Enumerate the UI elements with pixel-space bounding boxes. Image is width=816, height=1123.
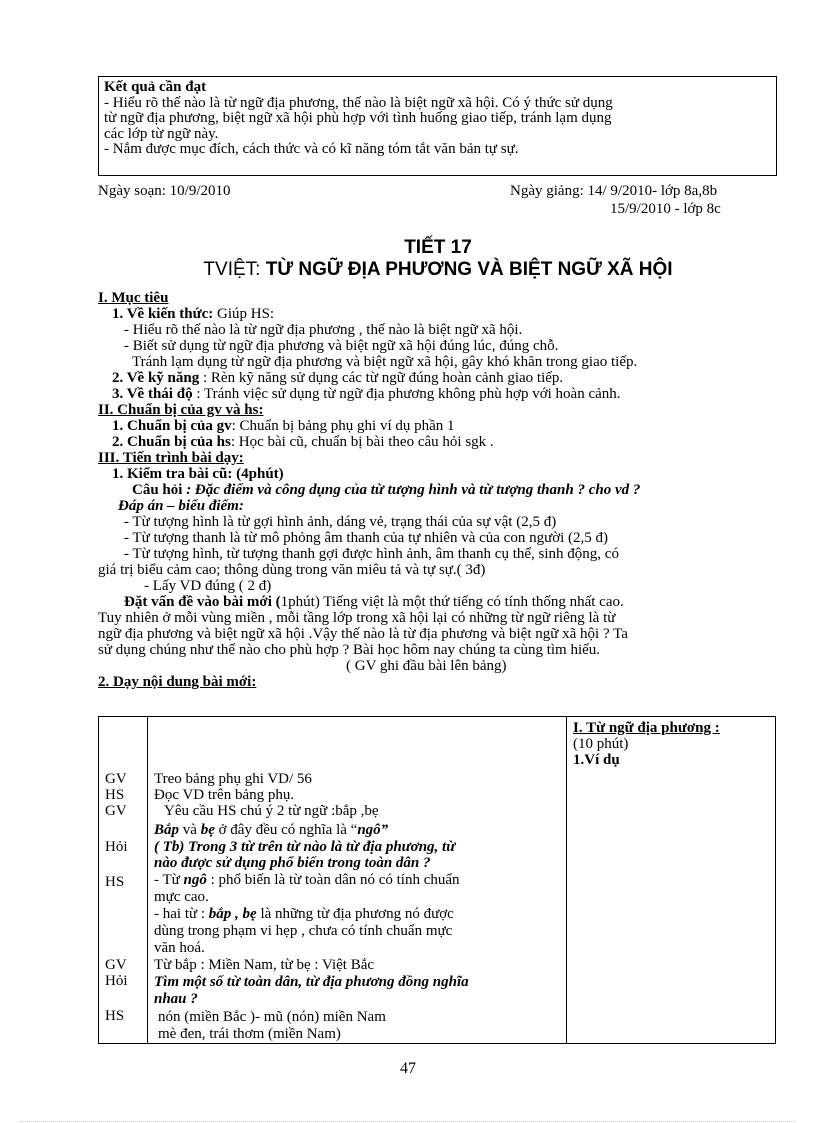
content-line: ( Tb) Trong 3 từ trên từ nào là từ địa phương, từ bbox=[154, 839, 456, 855]
content-line: Từ bắp : Miền Nam, từ bẹ : Việt Bắc bbox=[154, 957, 375, 973]
knowledge-item: - Hiểu rõ thế nào là từ ngữ địa phương , thế nào là biệt ngữ xã hội. bbox=[124, 322, 523, 338]
intro-text: sử dụng chúng như thế nào cho phù hợp ? Bài học hôm nay chúng ta cùng tìm hiểu. bbox=[98, 642, 601, 658]
outcome-line: từ ngữ địa phương, biệt ngữ xã hội phù hợp với tình huống giao tiếp, tránh lạm dụng bbox=[104, 110, 612, 126]
attitude-label: 3. Về thái độ bbox=[112, 386, 193, 402]
prep-date: Ngày soạn: 10/9/2010 bbox=[98, 183, 231, 199]
content-line: Đọc VD trên bảng phụ. bbox=[154, 787, 295, 803]
role-label: GV bbox=[105, 957, 127, 973]
page-bottom-rule bbox=[20, 1121, 796, 1122]
answer-label: Đáp án – biểu điểm: bbox=[118, 498, 244, 514]
section-heading: I. Mục tiêu bbox=[98, 290, 169, 306]
content-line: nhau ? bbox=[154, 991, 198, 1007]
page-number: 47 bbox=[400, 1060, 416, 1077]
outcome-line: các lớp từ ngữ này. bbox=[104, 125, 219, 142]
column-divider bbox=[566, 717, 567, 1043]
content-line: dùng trong phạm vi hẹp , chưa có tính chuẩn mực bbox=[154, 923, 453, 939]
section-heading: III. Tiến trình bài dạy: bbox=[98, 450, 244, 466]
role-label: GV bbox=[105, 771, 127, 787]
question-label: Câu hỏi bbox=[132, 482, 183, 498]
content-line: Bắp và bẹ ở đây đều có nghĩa là “ngô” bbox=[154, 822, 389, 838]
outcomes-title: Kết quả cần đạt bbox=[104, 79, 207, 95]
teacher-prep-text: : Chuẩn bị bảng phụ ghi ví dụ phần 1 bbox=[231, 418, 455, 434]
answer-item: - Từ tượng hình là từ gợi hình ảnh, dáng vẻ, trạng thái của sự vật (2,5 đ) bbox=[124, 514, 557, 530]
role-label: HS bbox=[105, 1008, 125, 1024]
notes-column bbox=[573, 720, 773, 768]
knowledge-item: Tránh lạm dụng từ ngữ địa phương và biệt ngữ xã hội, gây khó khăn trong giao tiếp. bbox=[132, 354, 638, 370]
lesson-activity-table bbox=[98, 716, 776, 1044]
notes-time: (10 phút) bbox=[573, 736, 629, 752]
content-line: nào được sử dụng phổ biến trong toàn dân ? bbox=[154, 855, 431, 871]
notes-example: 1.Ví dụ bbox=[573, 752, 620, 768]
column-divider bbox=[147, 717, 148, 1043]
content-line: văn hoá. bbox=[154, 940, 205, 956]
content-line: Tìm một số từ toàn dân, từ địa phương đồng nghĩa bbox=[154, 974, 469, 990]
answer-item: - Từ tượng hình, từ tượng thanh gợi được hình ảnh, âm thanh cụ thể, sinh động, có bbox=[124, 546, 619, 562]
notes-title: I. Từ ngữ địa phương : bbox=[573, 720, 720, 736]
lesson-subject: TVIỆT: bbox=[203, 259, 266, 280]
content-line: nón (miền Bắc )- mũ (nón) miền Nam bbox=[158, 1009, 386, 1025]
knowledge-item: - Biết sử dụng từ ngữ địa phương và biệt ngữ xã hội đúng lúc, đúng chỗ. bbox=[124, 338, 559, 354]
content-line: - hai từ : bắp , bẹ là những từ địa phương nó được bbox=[154, 906, 454, 922]
attitude-text: : Tránh việc sử dụng từ ngữ địa phương không phù hợp với hoàn cảnh. bbox=[192, 386, 621, 402]
skills-text: : Rèn kỹ năng sử dụng các từ ngữ đúng hoàn cảnh giao tiếp. bbox=[199, 370, 564, 386]
answer-item: - Từ tượng thanh là từ mô phỏng âm thanh của tự nhiên và của con người (2,5 đ) bbox=[124, 530, 609, 546]
knowledge-text: Giúp HS: bbox=[213, 306, 275, 322]
section-heading: 2. Dạy nội dung bài mới: bbox=[98, 674, 257, 690]
skills-label: 2. Về kỹ năng bbox=[112, 370, 200, 386]
knowledge-label: 1. Về kiến thức: bbox=[112, 306, 214, 322]
content-line: Yêu cầu HS chú ý 2 từ ngữ :bắp ,bẹ bbox=[164, 803, 379, 819]
answer-item: - Lấy VD đúng ( 2 đ) bbox=[144, 578, 272, 594]
intro-text: 1phút) Tiếng việt là một thứ tiếng có tính thống nhất cao. bbox=[280, 594, 624, 610]
role-label: HS bbox=[105, 874, 125, 890]
answer-item: giá trị biểu cảm cao; thông dùng trong văn miêu tả và tự sự.( 3đ) bbox=[98, 562, 486, 578]
content-line: mè đen, trái thơm (miền Nam) bbox=[158, 1026, 341, 1042]
content-line: - Từ ngô : phổ biến là từ toàn dân nó có tính chuẩn bbox=[154, 872, 460, 888]
student-prep-text: : Học bài cũ, chuẩn bị bài theo câu hỏi sgk . bbox=[230, 434, 494, 450]
section-heading: II. Chuẩn bị của gv và hs: bbox=[98, 402, 264, 418]
content-line: mực cao. bbox=[154, 889, 209, 905]
outcome-line: - Hiểu rõ thế nào là từ ngữ địa phương, thế nào là biệt ngữ xã hội. Có ý thức sử dụng bbox=[104, 94, 613, 111]
lesson-period: TIẾT 17 bbox=[404, 237, 472, 258]
lesson-name: TỪ NGỮ ĐỊA PHƯƠNG VÀ BIỆT NGỮ XÃ HỘI bbox=[265, 259, 673, 280]
content-line: Treo bảng phụ ghi VD/ 56 bbox=[154, 771, 312, 787]
role-label: GV bbox=[105, 803, 127, 819]
teach-date-2: 15/9/2010 - lớp 8c bbox=[610, 201, 721, 217]
teach-date-1: Ngày giảng: 14/ 9/2010- lớp 8a,8b bbox=[510, 183, 718, 199]
role-label: Hỏi bbox=[105, 973, 128, 989]
question-text: : Đặc điểm và công dụng của từ tượng hình và từ tượng thanh ? cho vd ? bbox=[182, 482, 641, 498]
intro-text: ( GV ghi đầu bài lên bảng) bbox=[346, 658, 507, 674]
old-lesson-check: 1. Kiểm tra bài cũ: (4phút) bbox=[112, 466, 284, 482]
learning-outcomes-box bbox=[98, 76, 777, 176]
intro-text: Tuy nhiên ở mỗi vùng miền , mỗi tầng lớp trong xã hội lại có những từ ngữ riêng là từ bbox=[98, 610, 616, 626]
teacher-prep-label: 1. Chuẩn bị của gv bbox=[112, 418, 232, 434]
outcome-line: - Nắm được mục đích, cách thức và có kĩ năng tóm tắt văn bản tự sự. bbox=[104, 141, 519, 157]
role-label: Hỏi bbox=[105, 839, 128, 855]
intro-text: ngữ địa phương và biệt ngữ xã hội .Vậy thế nào là từ địa phương và biệt ngữ xã hội ? Ta bbox=[98, 626, 628, 642]
intro-label: Đặt vấn đề vào bài mới ( bbox=[124, 594, 281, 610]
lesson-title bbox=[98, 259, 778, 281]
lesson-body bbox=[98, 290, 778, 690]
student-prep-label: 2. Chuẩn bị của hs bbox=[112, 434, 231, 450]
role-label: HS bbox=[105, 787, 125, 803]
